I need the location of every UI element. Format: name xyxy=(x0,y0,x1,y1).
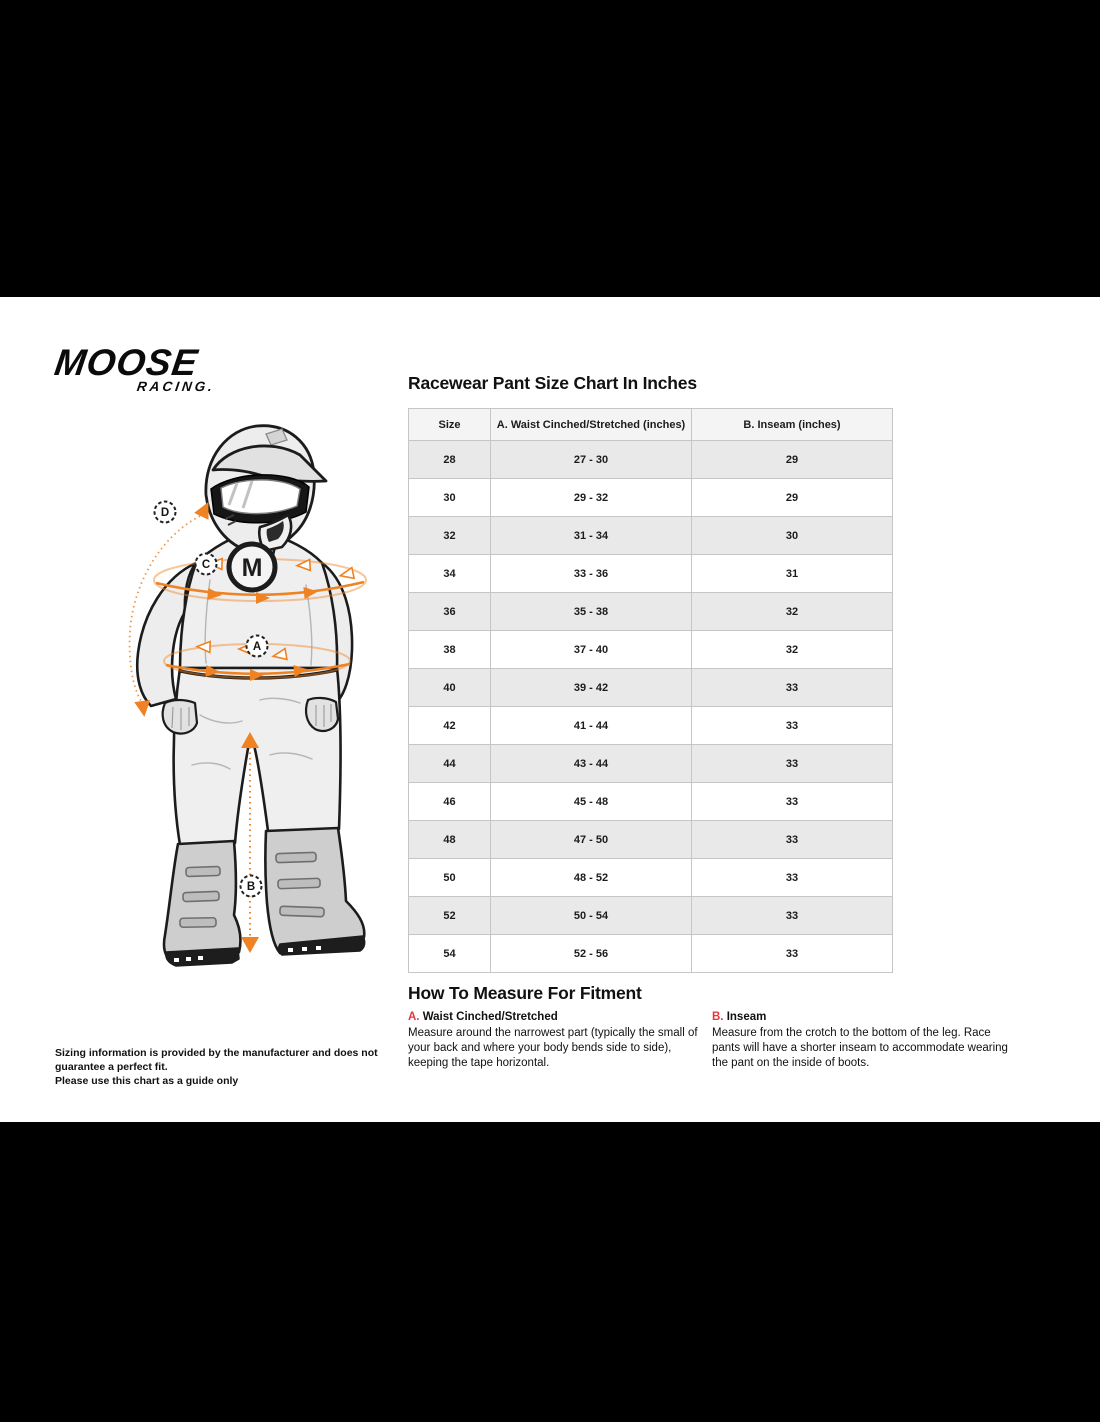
inseam-cell: 33 xyxy=(692,897,893,935)
label-a-letter: A xyxy=(252,641,262,653)
content-page xyxy=(0,297,1100,1122)
size-cell: 28 xyxy=(409,441,491,479)
waist-range-cell: 27 - 30 xyxy=(491,441,692,479)
left-boot xyxy=(164,841,240,964)
size-chart-title: Racewear Pant Size Chart In Inches xyxy=(408,373,697,393)
column-header-inseam: B. Inseam (inches) xyxy=(692,409,893,441)
rider-measurement-illustration xyxy=(110,415,410,970)
waist-range-cell: 39 - 42 xyxy=(491,669,692,707)
waist-range-cell: 31 - 34 xyxy=(491,517,692,555)
size-chart-row xyxy=(409,783,893,821)
inseam-cell: 33 xyxy=(692,935,893,973)
inseam-cell: 33 xyxy=(692,859,893,897)
size-chart-row xyxy=(409,517,893,555)
size-chart-row xyxy=(409,479,893,517)
inseam-cell: 33 xyxy=(692,707,893,745)
sizing-disclaimer xyxy=(55,1046,405,1089)
measure-inseam-label xyxy=(712,1010,1008,1025)
size-chart-table xyxy=(408,408,893,973)
disclaimer-line-2: Please use this chart as a guide only xyxy=(55,1075,239,1088)
moose-racing-logo xyxy=(52,342,217,395)
label-b-letter: B xyxy=(246,881,256,893)
measure-inseam-description: Measure from the crotch to the bottom of the leg. Race pants will have a shorter inseam to accommodate wearing the pant on the inside of boots. xyxy=(712,1026,1008,1069)
label-b-marker xyxy=(241,876,262,897)
label-d-letter: D xyxy=(160,507,170,519)
measure-waist-label-text: Waist Cinched/Stretched xyxy=(422,1011,558,1023)
size-cell: 36 xyxy=(409,593,491,631)
label-c-letter: C xyxy=(201,559,211,571)
size-cell: 46 xyxy=(409,783,491,821)
label-d-marker xyxy=(155,502,176,523)
measure-waist-label xyxy=(408,1010,704,1025)
waist-range-cell: 41 - 44 xyxy=(491,707,692,745)
measure-waist-description: Measure around the narrowest part (typically the small of your back and where your body bends side to side), keeping the tape horizontal. xyxy=(408,1026,698,1069)
disclaimer-line-1: Sizing information is provided by the manufacturer and does not guarantee a perfect fit. xyxy=(55,1047,378,1074)
size-chart-row xyxy=(409,669,893,707)
measure-inseam-letter: B. xyxy=(712,1011,724,1023)
rider-pants xyxy=(174,668,341,845)
size-cell: 40 xyxy=(409,669,491,707)
rider-helmet xyxy=(206,426,326,552)
size-cell: 54 xyxy=(409,935,491,973)
size-chart-row xyxy=(409,935,893,973)
measure-waist-letter: A. xyxy=(408,1011,420,1023)
waist-range-cell: 48 - 52 xyxy=(491,859,692,897)
logo-word-racing: RACING. xyxy=(135,379,217,395)
size-chart-row xyxy=(409,707,893,745)
inseam-cell: 33 xyxy=(692,821,893,859)
bottom-letterbox-bar xyxy=(0,1122,1100,1422)
waist-range-cell: 52 - 56 xyxy=(491,935,692,973)
chest-moose-logo xyxy=(229,544,275,590)
column-header-size: Size xyxy=(409,409,491,441)
size-cell: 32 xyxy=(409,517,491,555)
waist-range-cell: 47 - 50 xyxy=(491,821,692,859)
size-chart-row xyxy=(409,859,893,897)
column-header-waist: A. Waist Cinched/Stretched (inches) xyxy=(491,409,692,441)
size-cell: 42 xyxy=(409,707,491,745)
inseam-cell: 33 xyxy=(692,669,893,707)
size-chart-row xyxy=(409,593,893,631)
inseam-cell: 33 xyxy=(692,783,893,821)
right-boot xyxy=(265,828,364,953)
waist-range-cell: 33 - 36 xyxy=(491,555,692,593)
inseam-cell: 33 xyxy=(692,745,893,783)
rider-illustration-svg xyxy=(110,415,410,970)
logo-word-moose: MOOSE xyxy=(52,342,201,383)
inseam-cell: 32 xyxy=(692,631,893,669)
measure-section-waist xyxy=(408,1010,704,1071)
size-cell: 30 xyxy=(409,479,491,517)
chest-logo-letter: M xyxy=(241,554,263,582)
how-to-measure-heading: How To Measure For Fitment xyxy=(408,983,642,1003)
size-chart-row xyxy=(409,555,893,593)
waist-range-cell: 37 - 40 xyxy=(491,631,692,669)
size-cell: 50 xyxy=(409,859,491,897)
inseam-cell: 29 xyxy=(692,479,893,517)
waist-range-cell: 45 - 48 xyxy=(491,783,692,821)
size-cell: 38 xyxy=(409,631,491,669)
measure-section-inseam xyxy=(712,1010,1008,1071)
size-chart-row xyxy=(409,631,893,669)
inseam-cell: 32 xyxy=(692,593,893,631)
waist-range-cell: 35 - 38 xyxy=(491,593,692,631)
inseam-cell: 31 xyxy=(692,555,893,593)
size-cell: 34 xyxy=(409,555,491,593)
size-chart-row xyxy=(409,821,893,859)
size-chart-row xyxy=(409,745,893,783)
size-chart-row xyxy=(409,441,893,479)
size-chart-header-row xyxy=(409,409,893,441)
waist-range-cell: 43 - 44 xyxy=(491,745,692,783)
size-cell: 52 xyxy=(409,897,491,935)
measure-inseam-label-text: Inseam xyxy=(726,1011,767,1023)
size-chart-row xyxy=(409,897,893,935)
label-c-marker xyxy=(196,554,217,575)
label-a-marker xyxy=(247,636,268,657)
size-cell: 48 xyxy=(409,821,491,859)
inseam-cell: 30 xyxy=(692,517,893,555)
waist-range-cell: 50 - 54 xyxy=(491,897,692,935)
size-cell: 44 xyxy=(409,745,491,783)
inseam-cell: 29 xyxy=(692,441,893,479)
waist-range-cell: 29 - 32 xyxy=(491,479,692,517)
inseam-arrow-down xyxy=(241,937,259,953)
